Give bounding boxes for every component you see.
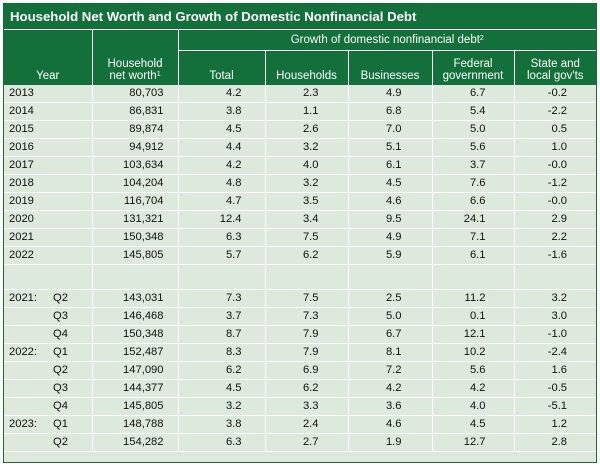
cell-state-local: -5.1: [514, 398, 596, 416]
cell-households: 7.3: [265, 308, 348, 326]
cell-net-worth: 86,831: [92, 103, 178, 121]
cell-net-worth: 131,321: [92, 211, 178, 229]
cell-businesses: 5.0: [348, 308, 432, 326]
cell-federal: 5.4: [432, 103, 514, 121]
cell-households: 6.9: [265, 362, 348, 380]
cell-total: 3.7: [178, 308, 265, 326]
cell-federal: 4.0: [432, 398, 514, 416]
table-row: [4, 362, 596, 380]
cell-period: [4, 434, 92, 452]
cell-year: [9, 380, 53, 397]
cell-federal: 11.2: [432, 290, 514, 308]
spacer-row: [4, 265, 596, 290]
cell-households: 7.5: [265, 290, 348, 308]
table-row: [4, 308, 596, 326]
col-header-businesses: Businesses: [348, 51, 432, 86]
cell-total: 4.5: [178, 121, 265, 139]
cell-state-local: -0.0: [514, 193, 596, 211]
state-label-line1: State and: [530, 58, 580, 70]
cell-federal: 5.6: [432, 362, 514, 380]
cell-households: 3.2: [265, 139, 348, 157]
cell-federal: 3.7: [432, 157, 514, 175]
cell-federal: 24.1: [432, 211, 514, 229]
col-header-total: Total: [178, 51, 265, 86]
table-row: [4, 344, 596, 362]
federal-label-line1: Federal: [453, 58, 493, 70]
cell-state-local: -1.6: [514, 247, 596, 265]
cell-businesses: 5.1: [348, 139, 432, 157]
cell-total: 7.3: [178, 290, 265, 308]
cell-year: 2021:: [9, 292, 37, 304]
cell-state-local: 3.0: [514, 308, 596, 326]
cell-net-worth: 94,912: [92, 139, 178, 157]
cell-households: 3.3: [265, 398, 348, 416]
cell-year: [9, 362, 53, 379]
cell-quarter: Q4: [53, 328, 68, 340]
table-frame: [3, 3, 597, 463]
cell-federal: 5.0: [432, 121, 514, 139]
cell-year: [9, 434, 53, 451]
cell-net-worth: 143,031: [92, 290, 178, 308]
cell-businesses: 4.5: [348, 175, 432, 193]
cell-total: 4.5: [178, 380, 265, 398]
cell-businesses: 7.2: [348, 362, 432, 380]
cell-federal: 12.7: [432, 434, 514, 452]
cell-period: [4, 416, 92, 434]
cell-state-local: 1.0: [514, 139, 596, 157]
cell-quarter: Q3: [53, 382, 68, 394]
cell-net-worth: 150,348: [92, 229, 178, 247]
cell-quarter: Q2: [53, 364, 68, 376]
cell-net-worth: 144,377: [92, 380, 178, 398]
net-worth-label-line1: Household: [107, 58, 163, 70]
data-table: [4, 30, 596, 452]
cell-businesses: 8.1: [348, 344, 432, 362]
cell-year: [9, 308, 53, 325]
cell-state-local: 1.6: [514, 362, 596, 380]
cell-year: 2013: [4, 85, 92, 103]
cell-year: 2014: [4, 103, 92, 121]
cell-state-local: 2.8: [514, 434, 596, 452]
table-row: [4, 247, 596, 265]
cell-net-worth: 154,282: [92, 434, 178, 452]
net-worth-footnote-marker: 1: [156, 71, 161, 78]
cell-total: 12.4: [178, 211, 265, 229]
cell-net-worth: 116,704: [92, 193, 178, 211]
cell-period: [4, 362, 92, 380]
cell-net-worth: 150,348: [92, 326, 178, 344]
cell-quarter: Q3: [53, 310, 68, 322]
cell-year: 2021: [4, 229, 92, 247]
cell-businesses: 6.1: [348, 157, 432, 175]
cell-federal: 5.6: [432, 139, 514, 157]
cell-net-worth: 103,634: [92, 157, 178, 175]
cell-net-worth: 148,788: [92, 416, 178, 434]
cell-businesses: 4.9: [348, 229, 432, 247]
cell-total: 8.7: [178, 326, 265, 344]
cell-state-local: -0.2: [514, 85, 596, 103]
cell-state-local: 1.2: [514, 416, 596, 434]
cell-year: 2018: [4, 175, 92, 193]
cell-period: [4, 290, 92, 308]
cell-year: 2023:: [9, 418, 37, 430]
cell-households: 6.2: [265, 380, 348, 398]
col-header-year: Year: [4, 30, 92, 85]
cell-businesses: 4.6: [348, 193, 432, 211]
cell-total: 4.7: [178, 193, 265, 211]
cell-net-worth: 89,874: [92, 121, 178, 139]
table-row: [4, 434, 596, 452]
table-row: [4, 290, 596, 308]
table-row: [4, 229, 596, 247]
cell-businesses: 4.2: [348, 380, 432, 398]
cell-net-worth: 104,204: [92, 175, 178, 193]
cell-federal: 12.1: [432, 326, 514, 344]
cell-period: [4, 398, 92, 416]
cell-total: 6.3: [178, 434, 265, 452]
cell-quarter: Q1: [53, 346, 68, 358]
col-group-debt-growth: [178, 30, 596, 51]
cell-year: 2022: [4, 247, 92, 265]
cell-net-worth: 145,805: [92, 398, 178, 416]
cell-quarter: Q4: [53, 400, 68, 412]
cell-net-worth: 146,468: [92, 308, 178, 326]
cell-federal: 10.2: [432, 344, 514, 362]
cell-businesses: 1.9: [348, 434, 432, 452]
federal-label-line2: government: [442, 70, 504, 82]
cell-state-local: -0.0: [514, 157, 596, 175]
table-row: [4, 121, 596, 139]
cell-federal: 4.5: [432, 416, 514, 434]
cell-year: 2017: [4, 157, 92, 175]
cell-businesses: 4.6: [348, 416, 432, 434]
cell-year: 2015: [4, 121, 92, 139]
table-row: [4, 326, 596, 344]
cell-households: 4.0: [265, 157, 348, 175]
col-header-net-worth: [92, 30, 178, 85]
debt-group-footnote-marker: 2: [479, 35, 484, 42]
table-title: Household Net Worth and Growth of Domestic Nonfinancial Debt: [4, 4, 596, 30]
cell-households: 7.5: [265, 229, 348, 247]
cell-state-local: 0.5: [514, 121, 596, 139]
cell-households: 6.2: [265, 247, 348, 265]
cell-period: [4, 380, 92, 398]
cell-businesses: 3.6: [348, 398, 432, 416]
col-header-state-local: [514, 51, 596, 86]
cell-federal: 7.1: [432, 229, 514, 247]
cell-households: 2.6: [265, 121, 348, 139]
cell-businesses: 2.5: [348, 290, 432, 308]
table-row: [4, 175, 596, 193]
cell-net-worth: 152,487: [92, 344, 178, 362]
table-row: [4, 211, 596, 229]
cell-federal: 6.1: [432, 247, 514, 265]
table-body: [4, 85, 596, 452]
cell-households: 2.3: [265, 85, 348, 103]
cell-year: 2022:: [9, 346, 37, 358]
cell-federal: 4.2: [432, 380, 514, 398]
cell-state-local: -2.4: [514, 344, 596, 362]
cell-state-local: -1.0: [514, 326, 596, 344]
cell-federal: 0.1: [432, 308, 514, 326]
cell-state-local: 2.2: [514, 229, 596, 247]
cell-total: 3.8: [178, 416, 265, 434]
table-row: [4, 139, 596, 157]
cell-households: 2.4: [265, 416, 348, 434]
table-row: [4, 380, 596, 398]
cell-federal: 7.6: [432, 175, 514, 193]
cell-net-worth: 80,703: [92, 85, 178, 103]
cell-year: 2016: [4, 139, 92, 157]
cell-state-local: -0.5: [514, 380, 596, 398]
cell-businesses: 7.0: [348, 121, 432, 139]
cell-state-local: 3.2: [514, 290, 596, 308]
cell-total: 6.2: [178, 362, 265, 380]
cell-state-local: -1.2: [514, 175, 596, 193]
cell-total: 6.3: [178, 229, 265, 247]
cell-period: [4, 344, 92, 362]
net-worth-label-line2: net worth: [109, 70, 157, 82]
debt-group-label: Growth of domestic nonfinancial debt: [290, 34, 480, 46]
cell-total: 4.2: [178, 85, 265, 103]
cell-federal: 6.6: [432, 193, 514, 211]
cell-state-local: 2.9: [514, 211, 596, 229]
cell-households: 3.5: [265, 193, 348, 211]
col-header-federal: [432, 51, 514, 86]
cell-households: 3.2: [265, 175, 348, 193]
cell-year: 2019: [4, 193, 92, 211]
cell-businesses: 6.8: [348, 103, 432, 121]
cell-businesses: 6.7: [348, 326, 432, 344]
cell-households: 3.4: [265, 211, 348, 229]
table-header: [4, 30, 596, 85]
cell-total: 4.8: [178, 175, 265, 193]
table-row: [4, 157, 596, 175]
cell-year: [9, 326, 53, 343]
table-row: [4, 193, 596, 211]
cell-net-worth: 145,805: [92, 247, 178, 265]
cell-quarter: Q1: [53, 418, 68, 430]
cell-state-local: -2.2: [514, 103, 596, 121]
cell-businesses: 9.5: [348, 211, 432, 229]
cell-businesses: 5.9: [348, 247, 432, 265]
cell-households: 1.1: [265, 103, 348, 121]
cell-households: 7.9: [265, 326, 348, 344]
cell-net-worth: 147,090: [92, 362, 178, 380]
cell-federal: 6.7: [432, 85, 514, 103]
col-header-households: Households: [265, 51, 348, 86]
cell-total: 3.2: [178, 398, 265, 416]
cell-total: 3.8: [178, 103, 265, 121]
table-row: [4, 398, 596, 416]
cell-businesses: 4.9: [348, 85, 432, 103]
cell-total: 5.7: [178, 247, 265, 265]
cell-total: 8.3: [178, 344, 265, 362]
cell-period: [4, 308, 92, 326]
cell-total: 4.2: [178, 157, 265, 175]
cell-households: 2.7: [265, 434, 348, 452]
table-row: [4, 416, 596, 434]
cell-households: 7.9: [265, 344, 348, 362]
cell-year: [9, 398, 53, 415]
cell-year: 2020: [4, 211, 92, 229]
table-row: [4, 103, 596, 121]
table-row: [4, 85, 596, 103]
cell-quarter: Q2: [53, 436, 68, 448]
cell-period: [4, 326, 92, 344]
state-label-line2: local gov'ts: [527, 70, 584, 82]
cell-quarter: Q2: [53, 292, 68, 304]
cell-total: 4.4: [178, 139, 265, 157]
